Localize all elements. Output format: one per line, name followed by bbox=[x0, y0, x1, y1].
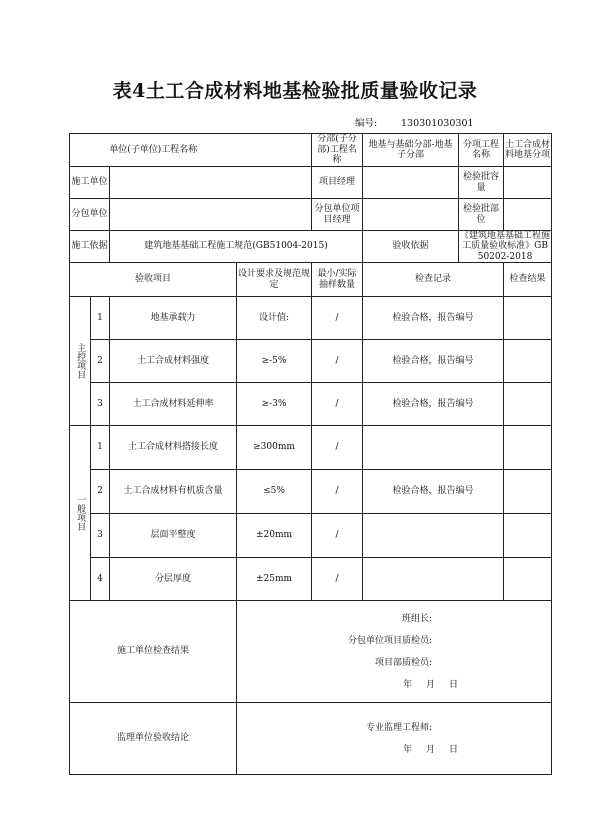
row-sampling: / bbox=[312, 340, 363, 383]
subdivision-value: 地基与基础分部-地基子分部 bbox=[363, 134, 459, 167]
row-sampling: / bbox=[312, 558, 363, 601]
record-code bbox=[355, 115, 474, 129]
date-day: 日 bbox=[449, 744, 459, 755]
header-row-subcontract bbox=[70, 199, 552, 231]
construction-check-date bbox=[238, 674, 550, 696]
row-result bbox=[504, 340, 552, 383]
construction-check-signatures bbox=[237, 601, 552, 703]
project-manager-label: 项目经理 bbox=[312, 167, 363, 199]
batch-location-label: 检验批部位 bbox=[459, 199, 504, 231]
general-group-label: 一般项目 bbox=[70, 426, 91, 601]
subcontract-qc-label: 分包单位项目质检员: bbox=[347, 635, 433, 646]
construction-check-row bbox=[70, 601, 552, 703]
header-row-basis bbox=[70, 231, 552, 263]
unit-name-value bbox=[237, 134, 312, 167]
row-design: ≤5% bbox=[237, 470, 312, 514]
row-record bbox=[363, 426, 504, 470]
row-number: 4 bbox=[91, 558, 110, 601]
header-row-project bbox=[70, 134, 552, 167]
construction-basis-label: 施工依据 bbox=[70, 231, 110, 263]
subcontract-pm-value bbox=[363, 199, 459, 231]
code-value: 130301030301 bbox=[401, 118, 474, 129]
date-month: 月 bbox=[426, 679, 436, 690]
column-header-row bbox=[70, 263, 552, 297]
row-design: ±25mm bbox=[237, 558, 312, 601]
supervision-signatures bbox=[237, 703, 552, 775]
construction-check-label: 施工单位检查结果 bbox=[70, 601, 237, 703]
construction-unit-value bbox=[110, 167, 312, 199]
date-year: 年 bbox=[402, 679, 412, 690]
table-row bbox=[70, 297, 552, 340]
supervision-label: 监理单位验收结论 bbox=[70, 703, 237, 775]
row-record bbox=[363, 514, 504, 558]
supervision-date bbox=[238, 739, 550, 761]
row-record: 检验合格，报告编号 bbox=[363, 383, 504, 426]
table-row bbox=[70, 383, 552, 426]
project-manager-value bbox=[363, 167, 459, 199]
project-qc-label: 项目部质检员: bbox=[374, 657, 433, 668]
row-design: ≥-5% bbox=[237, 340, 312, 383]
batch-capacity-label: 检验批容量 bbox=[459, 167, 504, 199]
batch-capacity-value bbox=[504, 167, 552, 199]
acceptance-basis-label: 验收依据 bbox=[363, 231, 459, 263]
row-result bbox=[504, 383, 552, 426]
batch-location-value bbox=[504, 199, 552, 231]
row-number: 1 bbox=[91, 426, 110, 470]
code-label: 编号: bbox=[355, 118, 378, 129]
col-header-design: 设计要求及规范规定 bbox=[237, 263, 312, 297]
row-item-name: 土工合成材料搭接长度 bbox=[110, 426, 237, 470]
row-result bbox=[504, 514, 552, 558]
row-result bbox=[504, 297, 552, 340]
row-sampling: / bbox=[312, 297, 363, 340]
row-design: ±20mm bbox=[237, 514, 312, 558]
row-record: 检验合格，报告编号 bbox=[363, 340, 504, 383]
row-sampling: / bbox=[312, 470, 363, 514]
main-control-group-label: 主控项目 bbox=[70, 297, 91, 426]
row-design: ≥-3% bbox=[237, 383, 312, 426]
date-month: 月 bbox=[426, 744, 436, 755]
row-result bbox=[504, 470, 552, 514]
table-row bbox=[70, 470, 552, 514]
row-number: 3 bbox=[91, 383, 110, 426]
team-leader-label: 班组长: bbox=[401, 613, 433, 624]
page-title: 表4土工合成材料地基检验批质量验收记录 bbox=[112, 80, 478, 102]
col-header-sampling: 最小/实际抽样数量 bbox=[312, 263, 363, 297]
row-item-name: 层面平整度 bbox=[110, 514, 237, 558]
row-design: 设计值: bbox=[237, 297, 312, 340]
supervision-row bbox=[70, 703, 552, 775]
row-number: 2 bbox=[91, 470, 110, 514]
inspection-record-table bbox=[69, 133, 552, 775]
table-row bbox=[70, 514, 552, 558]
row-number: 1 bbox=[91, 297, 110, 340]
row-item-name: 土工合成材料强度 bbox=[110, 340, 237, 383]
col-header-record: 检查记录 bbox=[363, 263, 504, 297]
construction-unit-label: 施工单位 bbox=[70, 167, 110, 199]
date-day: 日 bbox=[449, 679, 459, 690]
subcontract-pm-label: 分包单位项目经理 bbox=[312, 199, 363, 231]
row-result bbox=[504, 426, 552, 470]
item-name-label: 分项工程名称 bbox=[459, 134, 504, 167]
row-sampling: / bbox=[312, 383, 363, 426]
row-result bbox=[504, 558, 552, 601]
row-item-name: 土工合成材料延伸率 bbox=[110, 383, 237, 426]
supervising-engineer-label: 专业监理工程师: bbox=[365, 722, 433, 733]
unit-name-label: 单位(子单位)工程名称 bbox=[70, 134, 237, 167]
subcontract-unit-value bbox=[110, 199, 312, 231]
row-number: 3 bbox=[91, 514, 110, 558]
date-year: 年 bbox=[402, 744, 412, 755]
row-number: 2 bbox=[91, 340, 110, 383]
header-row-construction bbox=[70, 167, 552, 199]
row-item-name: 土工合成材料有机质含量 bbox=[110, 470, 237, 514]
row-item-name: 地基承载力 bbox=[110, 297, 237, 340]
item-name-value: 土工合成材料地基分项 bbox=[504, 134, 552, 167]
table-row bbox=[70, 426, 552, 470]
row-record: 检验合格，报告编号 bbox=[363, 297, 504, 340]
row-design: ≥300mm bbox=[237, 426, 312, 470]
acceptance-basis-value: 《建筑地基基础工程施工质量验收标准》GB 50202-2018 bbox=[460, 231, 551, 262]
row-record: 检验合格，报告编号 bbox=[363, 470, 504, 514]
row-item-name: 分层厚度 bbox=[110, 558, 237, 601]
row-sampling: / bbox=[312, 514, 363, 558]
row-record bbox=[363, 558, 504, 601]
subcontract-unit-label: 分包单位 bbox=[70, 199, 110, 231]
construction-basis-value: 建筑地基基础工程施工规范(GB51004-2015) bbox=[110, 231, 363, 263]
table-row bbox=[70, 558, 552, 601]
row-sampling: / bbox=[312, 426, 363, 470]
col-header-result: 检查结果 bbox=[504, 263, 552, 297]
table-row bbox=[70, 340, 552, 383]
subdivision-label: 分部(子分部)工程名称 bbox=[312, 134, 363, 167]
col-header-item: 验收项目 bbox=[70, 263, 237, 297]
